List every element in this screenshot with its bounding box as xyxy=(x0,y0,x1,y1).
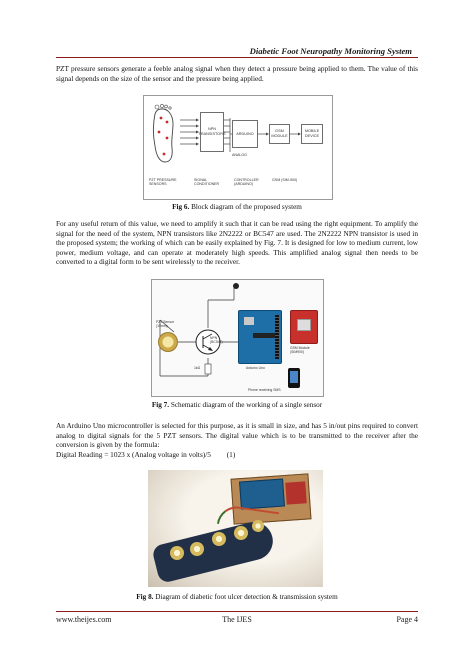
footer-website: www.theijes.com xyxy=(56,615,112,624)
mobile-device-box-label: MOBILE DEVICE xyxy=(304,129,320,138)
sensor-disc-2 xyxy=(190,542,204,556)
mobile-device-box xyxy=(301,124,323,144)
formula-number: (1) xyxy=(226,450,236,459)
signal-conditioner-label: SIGNAL CONDITIONER xyxy=(194,178,220,187)
paragraph-1: PZT pressure sensors generate a feeble analog signal when they detect a pressure being applied to them. The value of this signal depends on the size of the sensor and the pressure being applied. xyxy=(56,64,418,83)
header-rule xyxy=(56,57,418,58)
usb-port-icon xyxy=(244,317,254,325)
header-pins-icon xyxy=(275,315,279,359)
gsm-module-board xyxy=(290,310,318,344)
gsm-module-label: GSM Module (SIM900) xyxy=(290,346,310,354)
figure-6-label: Fig 6. xyxy=(172,203,190,211)
gsm-module-box xyxy=(269,124,290,144)
pzt-sensor-label: PZT Sensor (15mm) xyxy=(156,320,175,328)
sim-chip-icon xyxy=(297,319,311,331)
figure-6-block-diagram xyxy=(143,95,333,200)
figure-8-photo xyxy=(148,470,323,587)
analog-label: ANALOG xyxy=(232,153,247,157)
figure-8-caption xyxy=(56,593,418,602)
paragraph-2: For any useful return of this value, we need to amplify it such that it can be read using the right equipment. To amplify the signal for the need of the system, NPN transistors like 2N2222 or BC547 are used. The 2N2222 NPN transistor is used in the proposed system; the working of which can be easily explained by Fig. 7. It is designed for low to medium current, low power, medium voltage, and can operate at moderately high speeds. This amplified analog signal then needs to be converted to a digital form to be sent wirelessly to the receiver. xyxy=(56,219,418,266)
phone-device xyxy=(288,368,300,388)
red-gsm-board xyxy=(285,481,306,504)
gsm-module-box-label: GSM MODULE xyxy=(271,129,288,138)
sensor-disc-3 xyxy=(212,532,226,546)
arduino-uno-label: Arduino Uno xyxy=(246,366,265,370)
npn-transistors-box xyxy=(200,112,224,152)
sensor-disc-4 xyxy=(234,526,248,540)
figure-6-caption xyxy=(56,203,418,212)
sensor-disc-1 xyxy=(170,546,184,560)
formula-line xyxy=(56,450,418,460)
figure-7-caption-text: Schematic diagram of the working of a single sensor xyxy=(169,401,323,409)
figure-8-caption-text: Diagram of diabetic foot ulcer detection & transmission system xyxy=(153,593,338,601)
pzt-sensors-label: PZT PRESSURE SENSORS xyxy=(149,178,177,187)
arduino-box-label: ARDUINO xyxy=(236,131,254,136)
figure-7-caption xyxy=(56,401,418,410)
controller-label: CONTROLLER (ARDUINO) xyxy=(234,178,259,187)
npn-bc547-label: NPN (BC547) xyxy=(210,336,223,344)
footer-journal: The IJES xyxy=(222,615,252,624)
arduino-box xyxy=(232,120,258,148)
phone-screen-icon xyxy=(290,371,298,383)
running-header: Diabetic Foot Neuropathy Monitoring System xyxy=(249,46,412,56)
footer-page-number: Page 4 xyxy=(396,615,418,624)
figure-6-caption-text: Block diagram of the proposed system xyxy=(189,203,302,211)
figure-8-label: Fig 8. xyxy=(136,593,154,601)
figure-7-schematic xyxy=(151,279,324,397)
gsm-sim900-label: GSM (SIM-900) xyxy=(272,178,298,182)
circuit-board xyxy=(239,478,285,509)
paragraph-3: An Arduino Uno microcontroller is selected for this purpose, as it is small in size, and has 5 in/out pins required to convert analog to digital signals for the 5 PZT sensors. The digital value which is to be transmitted to the receiver after the conversion is given by the formula: xyxy=(56,421,418,449)
npn-transistors-label: NPN TRANSISTORS xyxy=(198,127,226,136)
phone-sms-label: Phone receiving SMS xyxy=(248,388,281,392)
footer-rule xyxy=(56,611,418,612)
chip-icon xyxy=(253,333,275,338)
sensor-disc-5 xyxy=(252,520,264,532)
pzt-sensor-disc xyxy=(158,332,178,352)
formula-text: Digital Reading = 1023 x (Analog voltage in volts)/5 xyxy=(56,450,211,459)
figure-7-label: Fig 7. xyxy=(151,401,170,409)
arduino-uno-board xyxy=(238,310,282,364)
resistor-label: 1kΩ xyxy=(194,366,201,370)
